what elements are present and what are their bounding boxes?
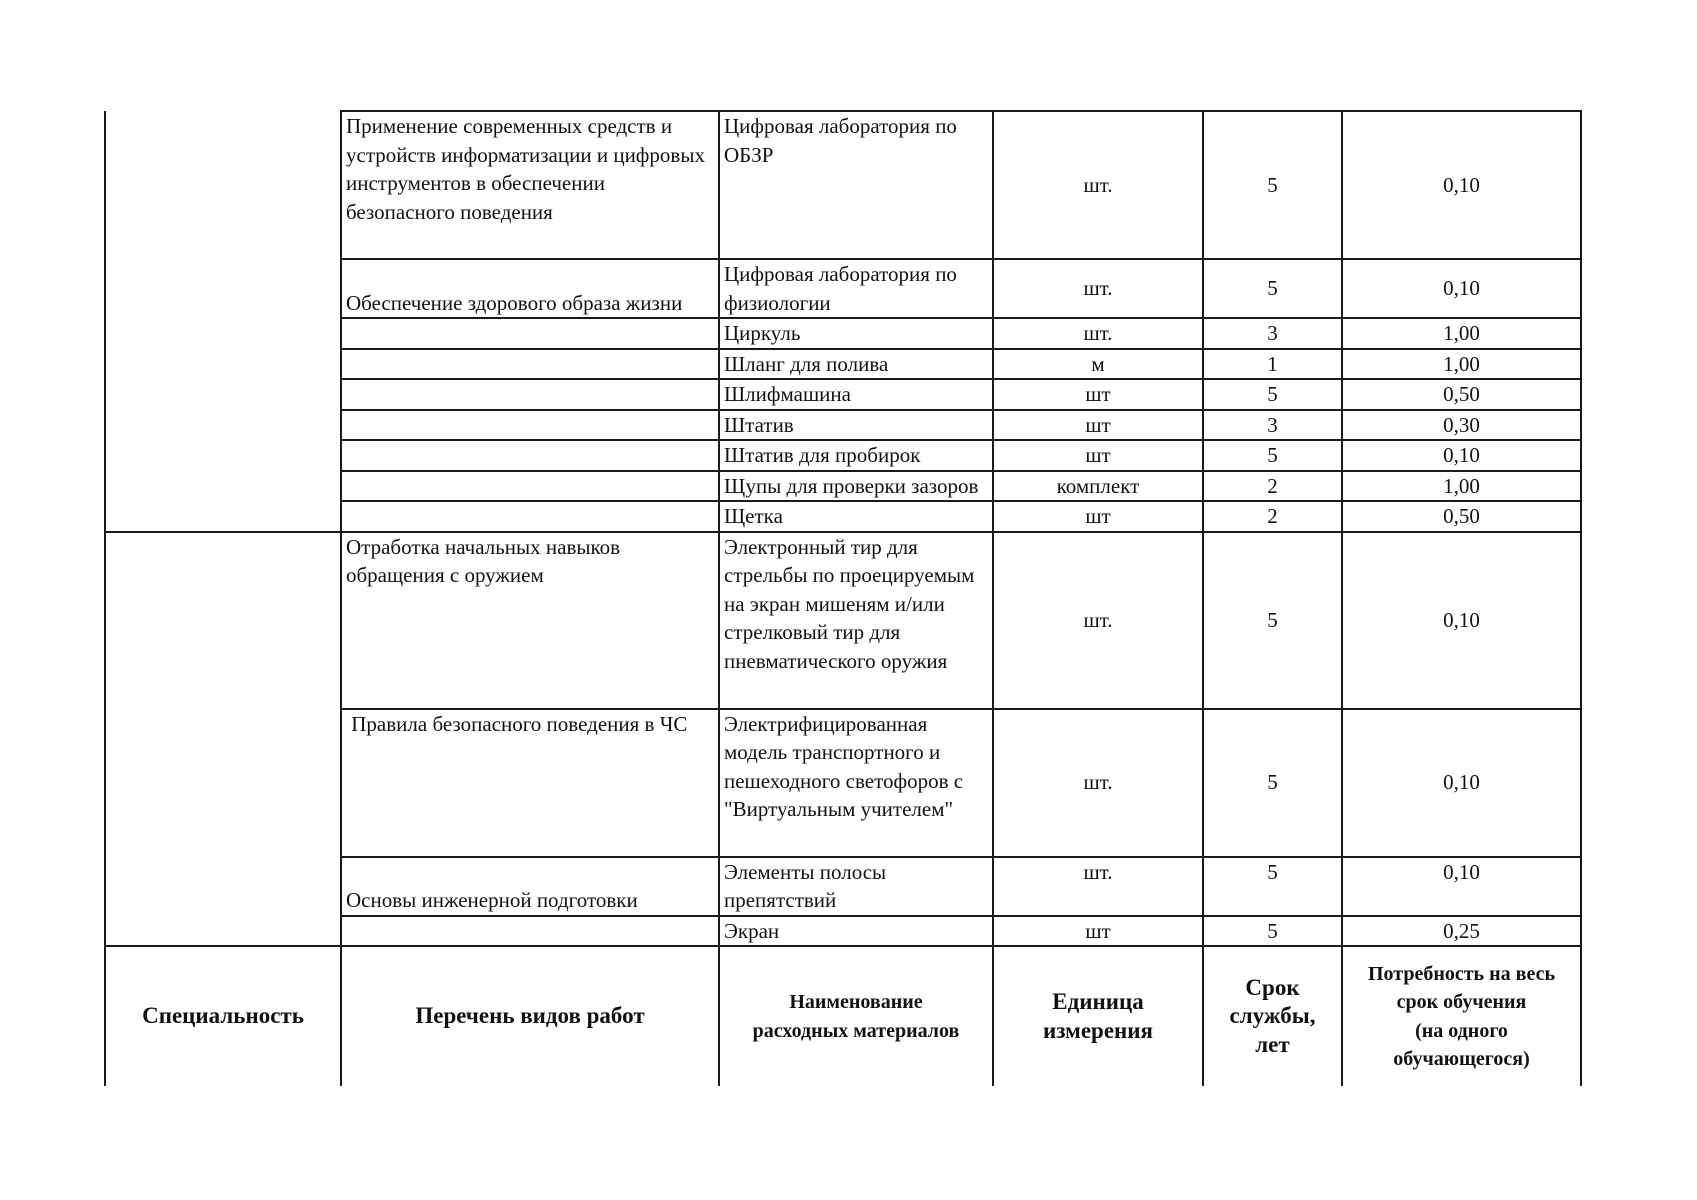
need-cell: 0,25: [1342, 916, 1581, 947]
header-need-line: Потребность на весь: [1367, 962, 1556, 985]
service-life-cell: 1: [1203, 349, 1342, 380]
need-cell: 1,00: [1342, 349, 1581, 380]
work-type-cell: Основы инженерной подготовки: [341, 857, 719, 916]
service-life-cell: 3: [1203, 318, 1342, 349]
need-cell: 0,10: [1342, 709, 1581, 857]
service-life-cell: 5: [1203, 857, 1342, 916]
header-material: [719, 946, 993, 1086]
header-unit-line: Единица: [1052, 989, 1144, 1014]
service-life-cell: 5: [1203, 379, 1342, 410]
unit-cell: шт.: [993, 111, 1203, 259]
service-life-cell: 5: [1203, 440, 1342, 471]
material-cell: Шлифмашина: [719, 379, 993, 410]
need-cell: 0,50: [1342, 379, 1581, 410]
unit-cell: шт: [993, 410, 1203, 441]
header-specialty: Специальность: [105, 946, 341, 1086]
header-service-life-line: Срок: [1245, 974, 1300, 1000]
material-cell: Цифровая лаборатория по ОБЗР: [719, 111, 993, 259]
material-cell: Электронный тир для стрельбы по проецируемым на экран мишеням и/или стрелковый тир для пневматического оружия: [719, 532, 993, 709]
material-cell: Электрифицированная модель транспортного и пешеходного светофоров с "Виртуальным учителем": [719, 709, 993, 857]
materials-table: [104, 110, 1582, 1086]
material-cell: Щетка: [719, 501, 993, 532]
material-cell: Элементы полосы препятствий: [719, 857, 993, 916]
work-type-cell: [341, 379, 719, 410]
unit-cell: шт.: [993, 709, 1203, 857]
need-cell: 0,50: [1342, 501, 1581, 532]
need-cell: 0,30: [1342, 410, 1581, 441]
material-cell: Шланг для полива: [719, 349, 993, 380]
unit-cell: комплект: [993, 471, 1203, 502]
need-cell: 1,00: [1342, 471, 1581, 502]
header-work-types: Перечень видов работ: [341, 946, 719, 1086]
need-cell: 1,00: [1342, 318, 1581, 349]
service-life-cell: 5: [1203, 259, 1342, 318]
header-material-line: Наименование: [789, 991, 923, 1013]
work-type-cell: [341, 440, 719, 471]
unit-cell: шт.: [993, 318, 1203, 349]
need-cell: 0,10: [1342, 111, 1581, 259]
service-life-cell: 5: [1203, 916, 1342, 947]
service-life-cell: 3: [1203, 410, 1342, 441]
material-cell: Циркуль: [719, 318, 993, 349]
header-service-life-line: службы,: [1229, 1003, 1316, 1029]
unit-cell: м: [993, 349, 1203, 380]
specialty-cell: [105, 111, 341, 532]
work-type-cell: [341, 318, 719, 349]
header-need-line: (на одного: [1415, 1019, 1508, 1042]
work-type-cell: [341, 501, 719, 532]
header-unit-line: измерения: [1043, 1017, 1153, 1043]
table-row: [105, 532, 1581, 709]
material-cell: Цифровая лаборатория по физиологии: [719, 259, 993, 318]
unit-cell: шт: [993, 440, 1203, 471]
unit-cell: шт.: [993, 532, 1203, 709]
header-need-line: обучающегося): [1393, 1048, 1530, 1070]
work-type-cell: [341, 471, 719, 502]
header-service-life-line: лет: [1255, 1031, 1290, 1057]
service-life-cell: 5: [1203, 709, 1342, 857]
service-life-cell: 2: [1203, 471, 1342, 502]
table-header-row: [105, 946, 1581, 1086]
material-cell: Штатив: [719, 410, 993, 441]
work-type-cell: Применение современных средств и устройств информатизации и цифровых инструментов в обеспечении безопасного поведения: [341, 111, 719, 259]
header-service-life: [1203, 946, 1342, 1086]
header-need-line: срок обучения: [1396, 991, 1527, 1013]
material-cell: Щупы для проверки зазоров: [719, 471, 993, 502]
unit-cell: шт: [993, 379, 1203, 410]
material-cell: Штатив для пробирок: [719, 440, 993, 471]
header-material-line: расходных материалов: [752, 1019, 960, 1042]
work-type-cell: [341, 916, 719, 947]
service-life-cell: 5: [1203, 532, 1342, 709]
work-type-cell: Обеспечение здорового образа жизни: [341, 259, 719, 318]
header-unit: [993, 946, 1203, 1086]
specialty-cell: [105, 532, 341, 947]
unit-cell: шт.: [993, 857, 1203, 916]
material-cell: Экран: [719, 916, 993, 947]
unit-cell: шт.: [993, 259, 1203, 318]
unit-cell: шт: [993, 501, 1203, 532]
table-row: [105, 111, 1581, 259]
need-cell: 0,10: [1342, 532, 1581, 709]
need-cell: 0,10: [1342, 440, 1581, 471]
work-type-cell: [341, 410, 719, 441]
need-cell: 0,10: [1342, 857, 1581, 916]
service-life-cell: 2: [1203, 501, 1342, 532]
work-type-cell: Правила безопасного поведения в ЧС: [341, 709, 719, 857]
work-type-cell: [341, 349, 719, 380]
unit-cell: шт: [993, 916, 1203, 947]
service-life-cell: 5: [1203, 111, 1342, 259]
need-cell: 0,10: [1342, 259, 1581, 318]
work-type-cell: Отработка начальных навыков обращения с оружием: [341, 532, 719, 709]
header-need: [1342, 946, 1581, 1086]
